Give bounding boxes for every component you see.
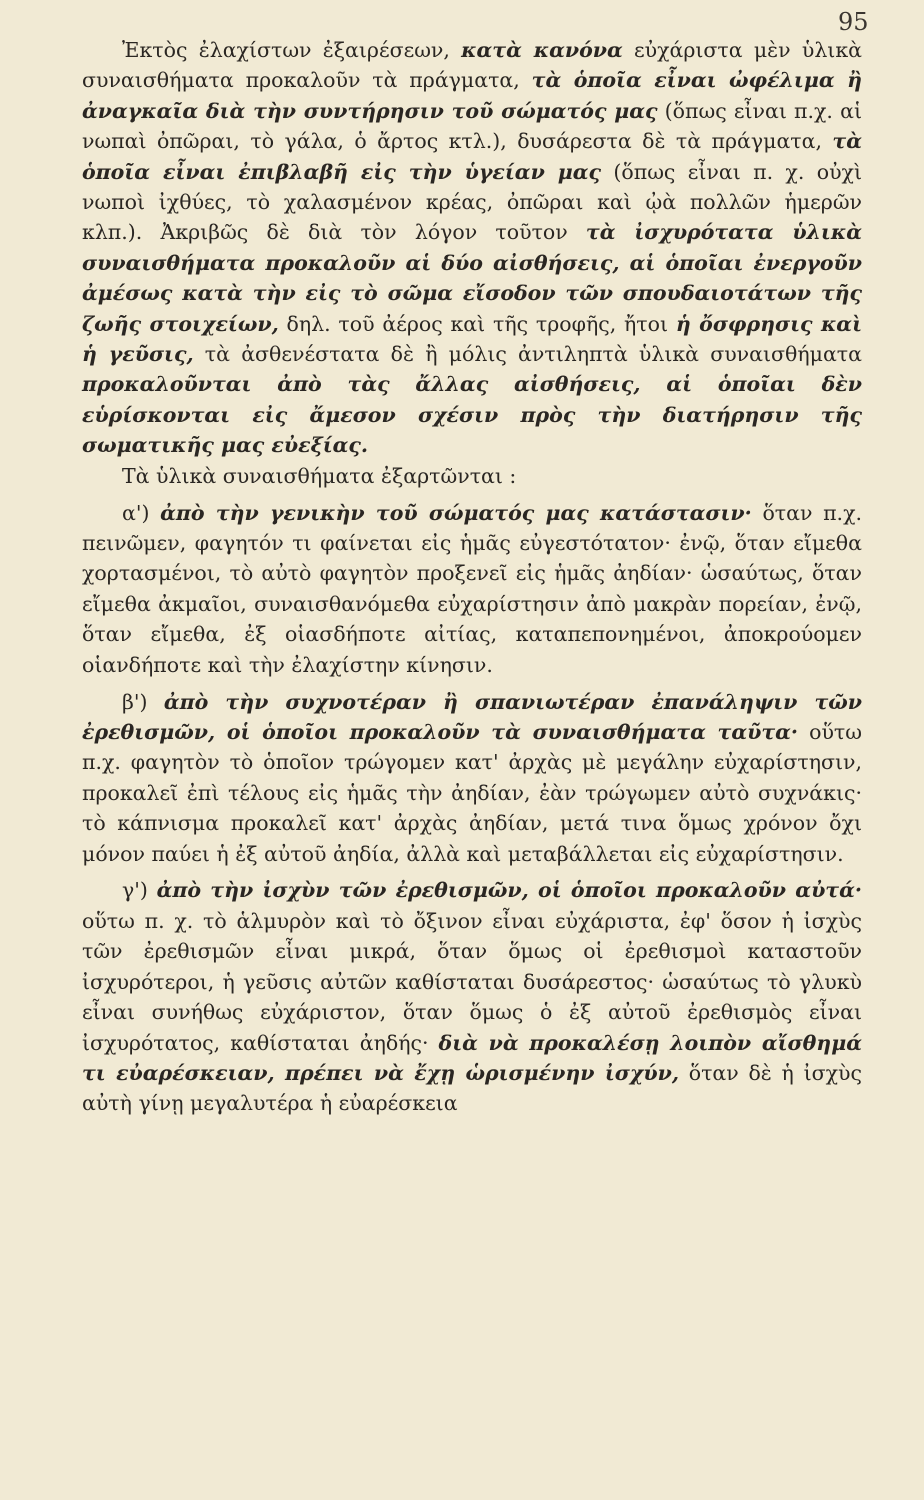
body-text-run: (ὅπως εἶναι π.χ. αἱ νωπαὶ ὀπῶραι, τὸ γάλα, ὁ ἄρτος κτλ.), δυσάρεστα δὲ τὰ πράγματα,	[82, 98, 862, 154]
paragraph-intro	[82, 35, 862, 461]
emphasis-text: ἀπὸ τὴν συχνοτέραν ἢ σπανιωτέραν ἐπανάληψιν τῶν ἐρεθισμῶν, οἱ ὁποῖοι προκαλοῦν τὰ συναισθήματα ταῦτα·	[82, 689, 862, 744]
body-text-run: οὕτω π. χ. τὸ ἁλμυρὸν καὶ τὸ ὄξινον εἶναι εὐχάριστα, ἐφ' ὅσον ἡ ἰσχὺς τῶν ἐρεθισμῶν εἶναι μικρά, ὅταν ὅμως οἱ ἐρεθισμοὶ καταστοῦν ἰσχυρότεροι, ἡ γεῦσις αὐτῶν καθίσταται δυσάρεστος· ὡσαύτως τὸ γλυκὺ εἶναι συνήθως εὐχάριστον, ὅταν ὅμως ὁ ἐξ αὐτοῦ ἐρεθισμὸς εἶναι ἰσχυρότατος, καθίσταται ἀηδής·	[82, 908, 862, 1055]
emphasis-text: ἀπὸ τὴν ἰσχὺν τῶν ἐρεθισμῶν, οἱ ὁποῖοι προκαλοῦν αὐτά·	[156, 878, 863, 903]
emphasis-text: τὰ ὁποῖα εἶναι ἐπιβλαβῆ εἰς τὴν ὑγείαν μας	[82, 129, 862, 184]
emphasis-text: τὰ ὁποῖα εἶναι ὠφέλιμα ἢ ἀναγκαῖα διὰ τὴν συντήρησιν τοῦ σώματός μας	[82, 68, 862, 123]
body-text-run: δηλ. τοῦ ἀέρος καὶ τῆς τροφῆς, ἤτοι	[278, 311, 676, 336]
body-text-run: Τὰ ὑλικὰ συναισθήματα ἐξαρτῶνται :	[122, 463, 517, 488]
body-text-run: (ὅπως εἶναι π. χ. οὐχὶ νωποὶ ἰχθύες, τὸ χαλασμένον κρέας, ὀπῶραι καὶ ᾠὰ πολλῶν ἡμερῶν κλπ.). Ἀκριβῶς δὲ διὰ τὸν λόγον τοῦτον	[82, 159, 862, 245]
paragraph-gamma	[82, 875, 862, 1118]
paragraph-alpha	[82, 498, 862, 680]
body-text-run: α')	[122, 500, 161, 525]
body-text-run: οὕτω π.χ. φαγητὸν τὸ ὁποῖον τρώγομεν κατ' ἀρχὰς μὲ μεγάλην εὐχαρίστησιν, προκαλεῖ ἐπὶ τέλους εἰς ἡμᾶς τὴν ἀηδίαν, ἐὰν τρώγωμεν αὐτὸ συχνάκις· τὸ κάπνισμα προκαλεῖ κατ' ἀρχὰς ἀηδίαν, μετά τινα ὅμως χρόνον ὄχι μόνον παύει ἡ ἐξ αὐτοῦ ἀηδία, ἀλλὰ καὶ μεταβάλλεται εἰς εὐχαρίστησιν.	[82, 719, 862, 866]
body-text-run: ὅταν π.χ. πεινῶμεν, φαγητόν τι φαίνεται εἰς ἡμᾶς εὐγεστότατον· ἐνῷ, ὅταν εἴμεθα χορτασμένοι, τὸ αὐτὸ φαγητὸν προξενεῖ εἰς ἡμᾶς ἀηδίαν· ὡσαύτως, ὅταν εἴμεθα ἀκμαῖοι, συναισθανόμεθα εὐχαρίστησιν ἀπὸ μακρὰν πορείαν, ἐνῷ, ὅταν εἴμεθα, ἐξ οἱασδήποτε αἰτίας, καταπεπονημένοι, ἀποκρούομεν οἱανδήποτε καὶ τὴν ἐλαχίστην κίνησιν.	[82, 500, 863, 677]
emphasis-text: διὰ νὰ προκαλέσῃ λοιπὸν αἴσθημά τι εὐαρέσκειαν, πρέπει νὰ ἔχῃ ὡρισμένην ἰσχύν,	[82, 1030, 862, 1085]
paragraph-dependencies-heading	[82, 461, 862, 491]
body-text-run: β')	[122, 689, 164, 714]
body-text-run: τὰ ἀσθενέστατα δὲ ἢ μόλις ἀντιληπτὰ ὑλικὰ συναισθήματα	[193, 342, 862, 367]
body-text-run: Ἐκτὸς ἐλαχίστων ἐξαιρέσεων,	[122, 38, 462, 62]
emphasis-text: τὰ ἰσχυρότατα ὑλικὰ συναισθήματα προκαλοῦν αἱ δύο αἰσθήσεις, αἱ ὁποῖαι ἐνεργοῦν ἀμέσως κατὰ τὴν εἰς τὸ σῶμα εἴσοδον τῶν σπουδαιοτάτων τῆς ζωῆς στοιχείων,	[82, 220, 862, 336]
paragraph-beta	[82, 687, 862, 869]
emphasis-text: ἡ ὄσφρησις καὶ ἡ γεῦσις,	[82, 311, 863, 367]
body-text-run: εὐχάριστα μὲν ὑλικὰ συναισθήματα προκαλοῦν τὰ πράγματα,	[82, 38, 862, 93]
body-text	[82, 35, 862, 1119]
body-text-run: γ')	[122, 878, 157, 903]
page-number: 95	[838, 8, 869, 36]
emphasis-text: κατὰ κανόνα	[461, 38, 623, 62]
emphasis-text: προκαλοῦνται ἀπὸ τὰς ἄλλας αἰσθήσεις, αἱ ὁποῖαι δὲν εὑρίσκονται εἰς ἄμεσον σχέσιν πρὸς τὴν διατήρησιν τῆς σωματικῆς μας εὐεξίας.	[82, 372, 862, 458]
body-text-run: ὅταν δὲ ἡ ἰσχὺς αὐτὴ γίνῃ μεγαλυτέρα ἡ εὐαρέσκεια	[82, 1060, 862, 1116]
emphasis-text: ἀπὸ τὴν γενικὴν τοῦ σώματός μας κατάστασιν·	[160, 500, 752, 525]
